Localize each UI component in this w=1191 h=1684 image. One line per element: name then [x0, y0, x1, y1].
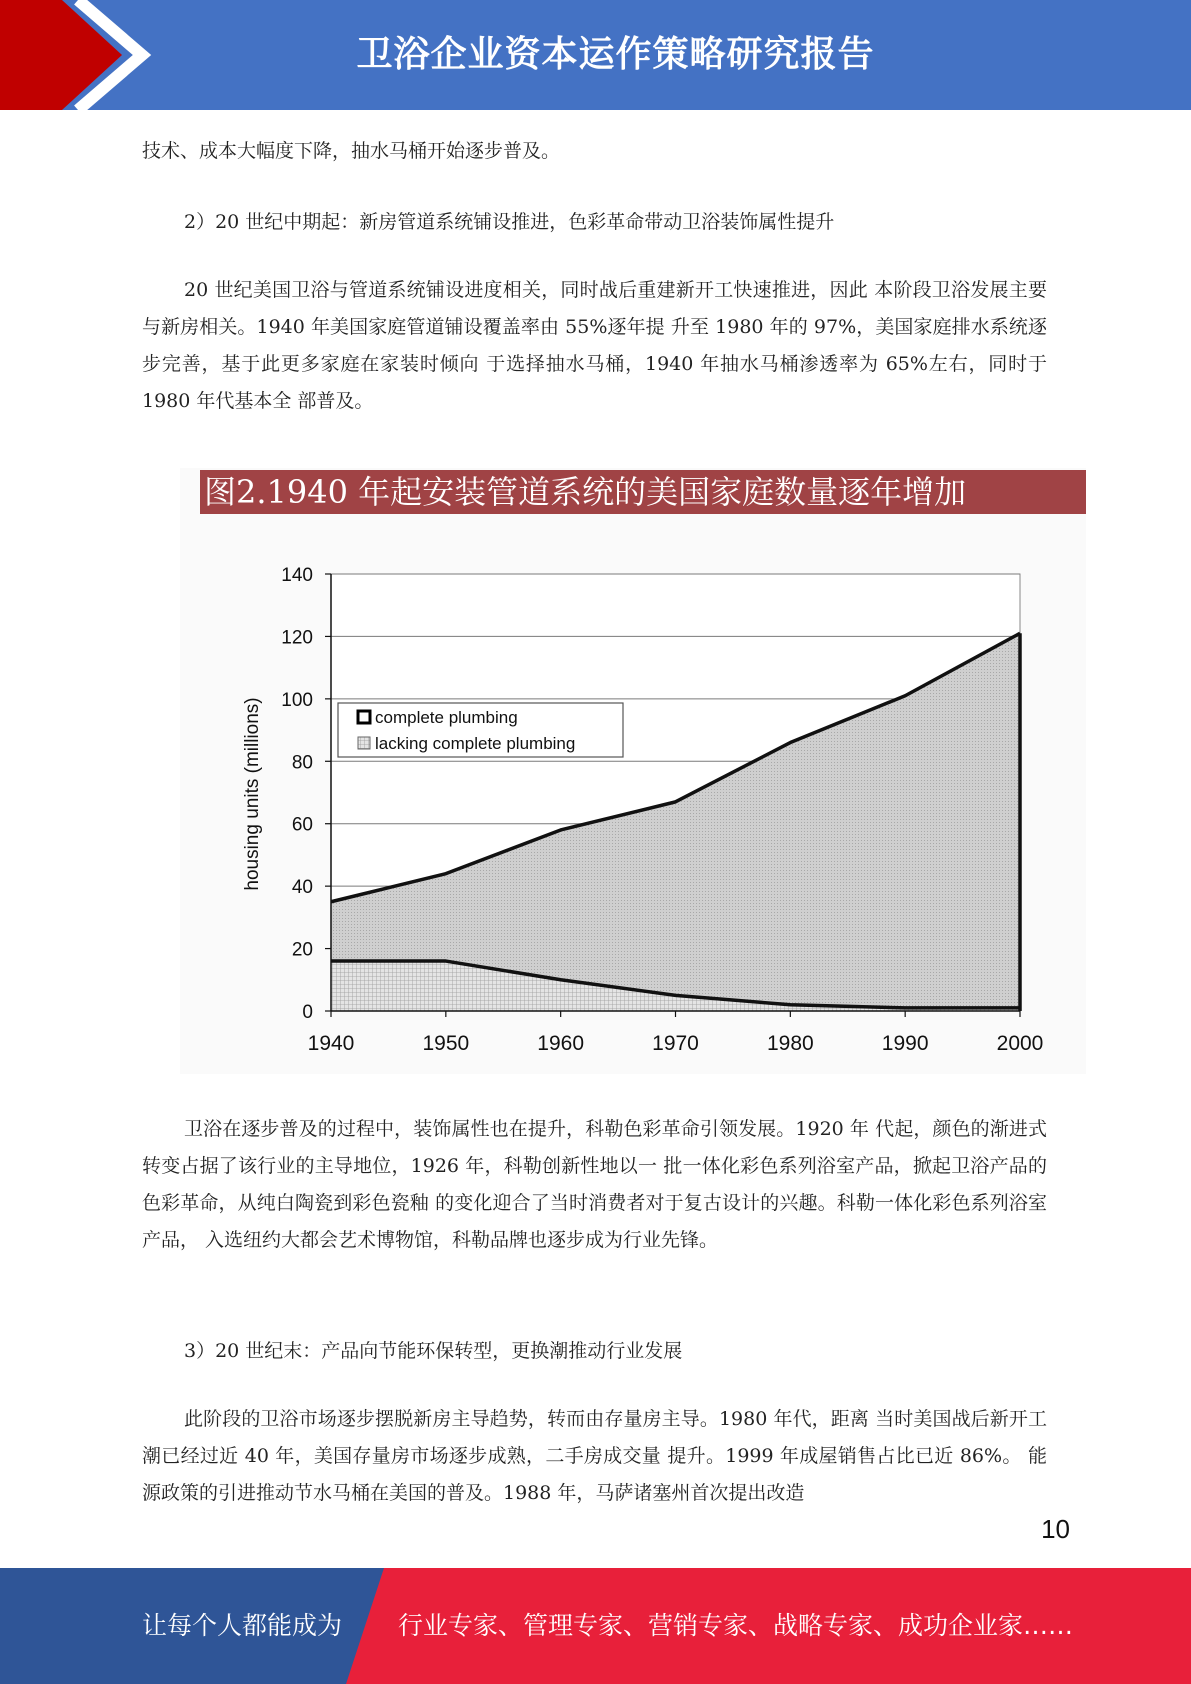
- section-heading-3: 3）20 世纪末：产品向节能环保转型，更换潮推动行业发展: [184, 1340, 683, 1362]
- y-tick-label: 0: [302, 1002, 313, 1023]
- legend-swatch-lacking: [358, 737, 370, 749]
- y-tick-label: 140: [281, 565, 313, 586]
- x-tick-label: 1960: [537, 1032, 585, 1055]
- x-tick-label: 1940: [307, 1032, 355, 1055]
- legend-swatch-complete: [358, 711, 370, 723]
- y-tick-label: 40: [291, 877, 313, 899]
- y-tick-label: 100: [281, 689, 313, 711]
- report-title: 卫浴企业资本运作策略研究报告: [356, 34, 875, 75]
- x-tick-label: 1980: [766, 1032, 814, 1055]
- section-heading-2: 2）20 世纪中期起：新房管道系统铺设推进，色彩革命带动卫浴装饰属性提升: [184, 211, 835, 233]
- figure-title: 图2.1940 年起安装管道系统的美国家庭数量逐年增加: [200, 470, 1086, 514]
- y-tick-label: 20: [291, 939, 313, 961]
- paragraph-6: 此阶段的卫浴市场逐步摆脱新房主导趋势，转而由存量房主导。1980 年代，距离 当时美国战后新开工潮已经过近 40 年，美国存量房市场逐步成熟，二手房成交量 提升。1999 年成屋销售占比已近 86%。 能源政策的引进推动节水马桶在美国的普及。1988 年，马萨诸塞州首次提出改造: [142, 1408, 1047, 1504]
- y-tick-label: 80: [291, 752, 313, 774]
- paragraph-4: 卫浴在逐步普及的过程中，装饰属性也在提升，科勒色彩革命引领发展。1920 年 代起，颜色的渐进式转变占据了该行业的主导地位，1926 年，科勒创新性地以一 批一体化彩色系列浴室产品，掀起卫浴产品的色彩革命，从纯白陶瓷到彩色瓷釉 的变化迎合了当时消费者对于复古设计的兴趣。科勒一体化彩色系列浴室产品， 入选纽约大都会艺术博物馆，科勒品牌也逐步成为行业先锋。: [142, 1118, 1047, 1251]
- page-number: 10: [1041, 1514, 1070, 1544]
- footer-slogan-right: 行业专家、管理专家、营销专家、战略专家、成功企业家……: [398, 1611, 1074, 1640]
- legend-label-lacking: lacking complete plumbing: [375, 734, 576, 753]
- y-tick-label: 60: [291, 814, 313, 836]
- y-tick-label: 120: [281, 627, 313, 649]
- area-chart: [180, 468, 1086, 1074]
- page-header: [0, 0, 1191, 110]
- footer-slogan-left: 让每个人都能成为: [142, 1611, 343, 1640]
- legend-label-complete: complete plumbing: [375, 708, 518, 727]
- figure-plumbing-chart: [180, 468, 1086, 1074]
- y-axis-label: housing units (millions): [242, 697, 263, 891]
- page-footer: [0, 1568, 1191, 1684]
- x-tick-label: 2000: [996, 1032, 1044, 1055]
- paragraph-1: 技术、成本大幅度下降，抽水马桶开始逐步普及。: [142, 140, 561, 162]
- paragraph-3: 20 世纪美国卫浴与管道系统铺设进度相关，同时战后重建新开工快速推进，因此 本阶段卫浴发展主要与新房相关。1940 年美国家庭管道铺设覆盖率由 55%逐年提 升至 1980 年的 97%，美国家庭排水系统逐步完善，基于此更多家庭在家装时倾向 于选择抽水马桶，1940 年抽水马桶渗透率为 65%左右，同时于 1980 年代基本全 部普及。: [142, 279, 1047, 412]
- x-tick-label: 1950: [422, 1032, 470, 1055]
- x-tick-label: 1990: [881, 1032, 929, 1055]
- chart-legend: [338, 703, 623, 757]
- x-tick-label: 1970: [652, 1032, 699, 1055]
